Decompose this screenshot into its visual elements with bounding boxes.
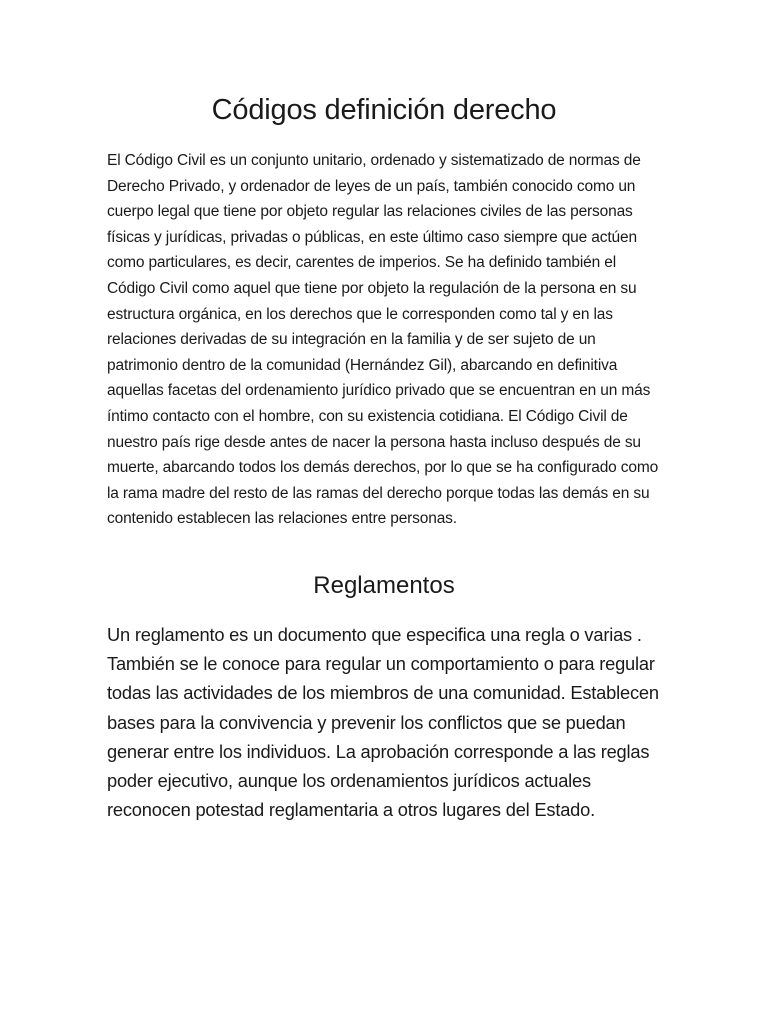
section-title-codigos: Códigos definición derecho xyxy=(211,94,557,126)
section-body-codigos: El Código Civil es un conjunto unitario, ordenado y sistematizado de normas de Derecho Privado, y ordenador de leyes de un país, también conocido como un cuerpo legal que tiene por objeto regular las relaciones civiles de las personas físicas y jurídicas, privadas o públicas, en este último caso siempre que actúen como particulares, es decir, carentes de imperios. Se ha definido también el Código Civil como aquel que tiene por objeto la regulación de la persona en su estructura orgánica, en los derechos que le corresponden como tal y en las relaciones derivadas de su integración en la familia y de ser sujeto de un patrimonio dentro de la comunidad (Hernández Gil), abarcando en definitiva aquellas facetas del ordenamiento jurídico privado que se encuentran en un más íntimo contacto con el hombre, con su existencia cotidiana. El Código Civil de nuestro país rige desde antes de nacer la persona hasta incluso después de su muerte, abarcando todos los demás derechos, por lo que se ha configurado como la rama madre del resto de las ramas del derecho porque todas las demás en su contenido establecen las relaciones entre personas. xyxy=(107,152,659,528)
section-body-reglamentos: Un reglamento es un documento que especifica una regla o varias . También se le conoce para regular un comportamiento o para regular todas las actividades de los miembros de una comunidad. Establecen bases para la convivencia y prevenir los conflictos que se puedan generar entre los individuos. La aprobación corresponde a las reglas poder ejecutivo, aunque los ordenamientos jurídicos actuales reconocen potestad reglamentaria a otros lugares del Estado. xyxy=(107,624,659,821)
section-title-reglamentos: Reglamentos xyxy=(313,572,455,599)
